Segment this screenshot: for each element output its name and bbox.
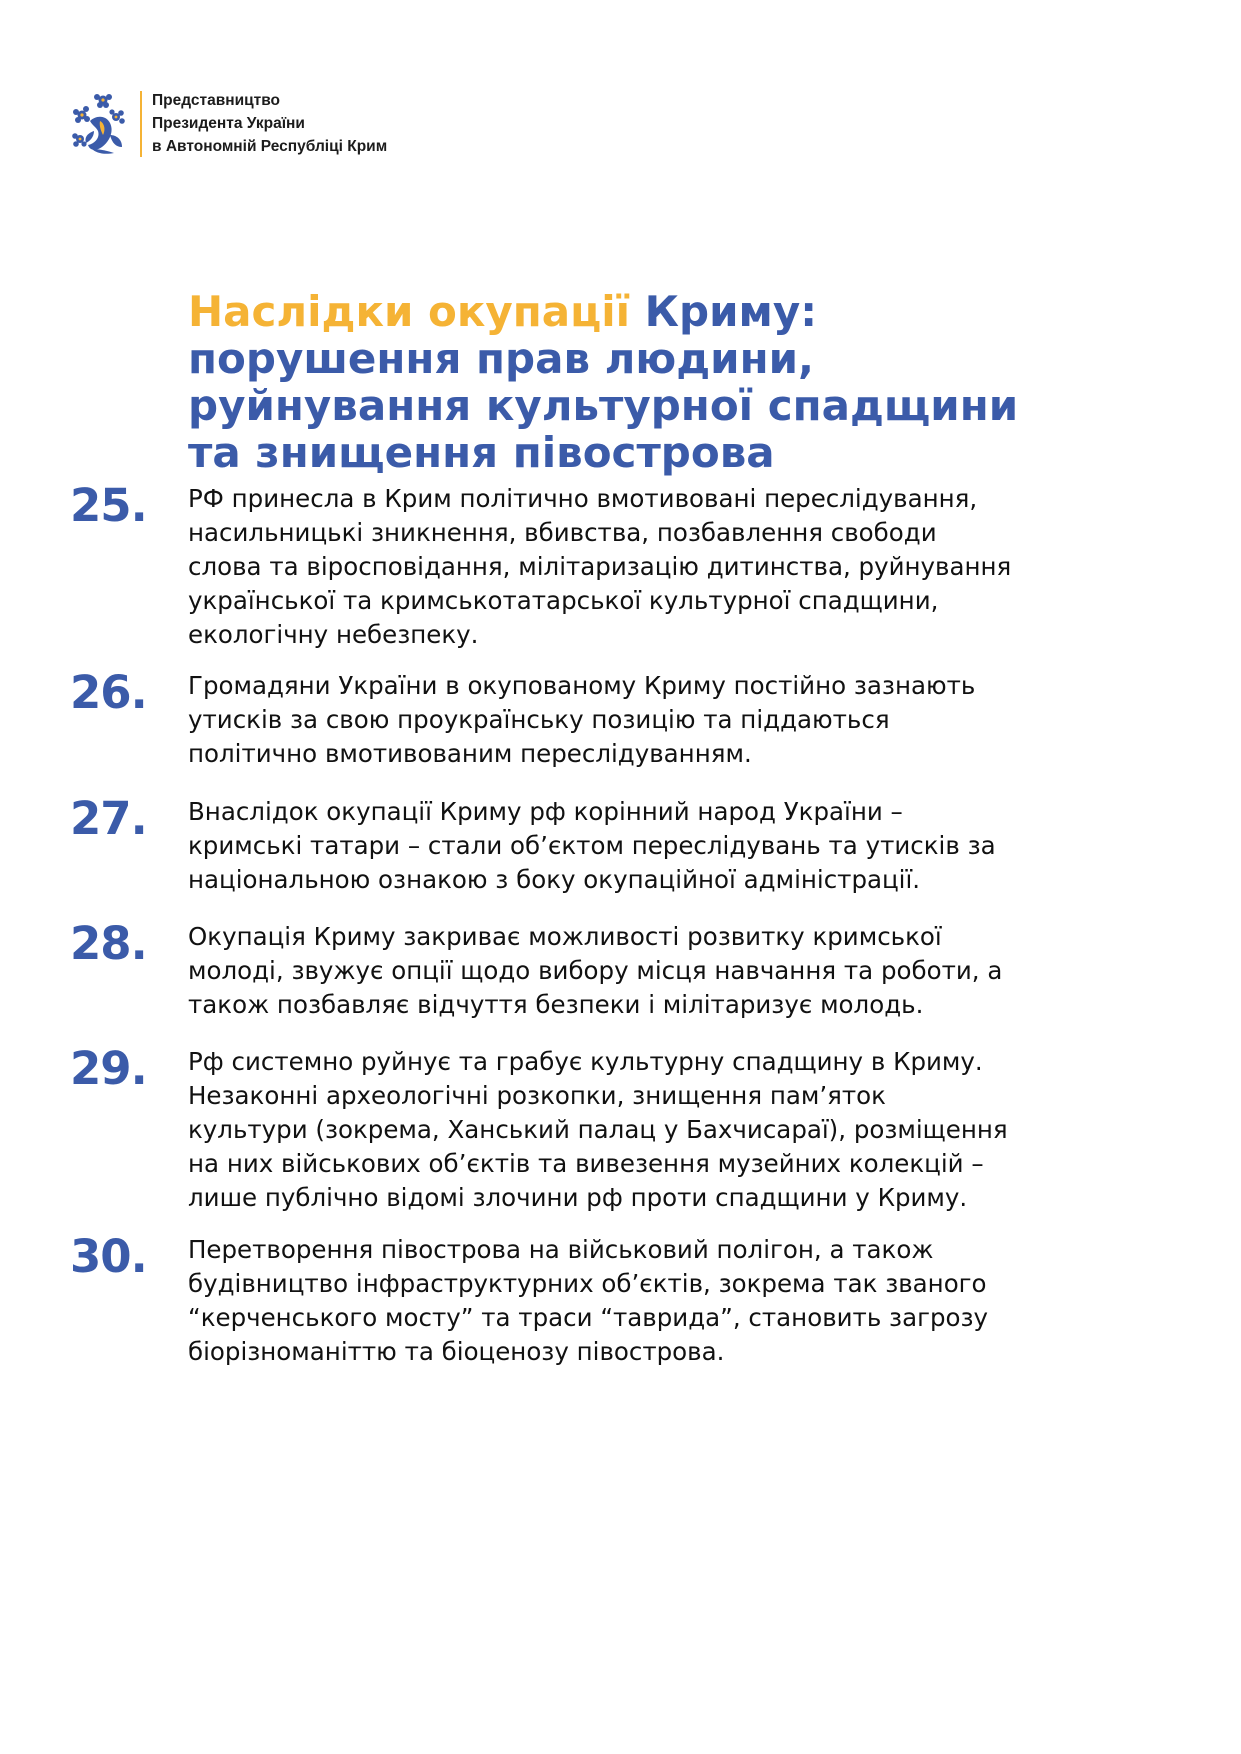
item-text-line: Незаконні археологічні розкопки, знищення пам’яток	[188, 1081, 886, 1110]
item-text-line: молоді, звужує опції щодо вибору місця навчання та роботи, а	[188, 956, 1003, 985]
item-text-line: лише публічно відомі злочини рф проти спадщини у Криму.	[188, 1183, 968, 1212]
item-text-line: насильницькі зникнення, вбивства, позбавлення свободи	[188, 518, 937, 547]
item-text-line: на них військових об’єктів та вивезення музейних колекцій –	[188, 1149, 984, 1178]
item-text-line: “керченського мосту” та траси “таврида”, становить загрозу	[188, 1303, 989, 1332]
item-text-line: політично вмотивованим переслідуванням.	[188, 739, 752, 768]
org-name-line-3: в Автономній Республіці Крим	[152, 138, 388, 155]
item-text-line: національною ознакою з боку окупаційної адміністрації.	[188, 865, 921, 894]
item-text-line: утисків за свою проукраїнську позицію та піддаються	[188, 705, 890, 734]
item-number: 27.	[70, 792, 147, 845]
item-text-line: української та кримськотатарської культурної спадщини,	[188, 586, 939, 615]
item-number: 29.	[70, 1042, 147, 1095]
item-text-line: РФ принесла в Крим політично вмотивовані переслідування,	[188, 484, 978, 513]
item-text-line: культури (зокрема, Ханський палац у Бахчисараї), розміщення	[188, 1115, 1008, 1144]
item-text-line: Рф системно руйнує та грабує культурну спадщину в Криму.	[188, 1047, 983, 1076]
item-text-line: Окупація Криму закриває можливості розвитку кримської	[188, 922, 942, 951]
title-line-1-rest: Криму:	[630, 287, 817, 336]
item-text	[188, 1233, 1188, 1369]
item-text-line: екологічну небезпеку.	[188, 620, 479, 649]
title-line-3: руйнування культурної спадщини	[188, 381, 1019, 430]
item-text-line: будівництво інфраструктурних об’єктів, зокрема так званого	[188, 1269, 987, 1298]
item-text-line: Перетворення півострова на військовий полігон, а також	[188, 1235, 934, 1264]
item-text	[188, 920, 1188, 1022]
item-text	[188, 1045, 1188, 1215]
org-name-line-1: Представництво	[152, 92, 281, 109]
item-text-line: кримські татари – стали об’єктом переслідувань та утисків за	[188, 831, 996, 860]
item-text-line: Внаслідок окупації Криму рф корінний народ України –	[188, 797, 903, 826]
title-accent: Наслідки окупації	[188, 287, 631, 336]
item-number: 30.	[70, 1230, 147, 1283]
item-text	[188, 669, 1188, 771]
item-text-line: також позбавляє відчуття безпеки і мілітаризує молодь.	[188, 990, 924, 1019]
title-line-2: порушення прав людини,	[188, 334, 815, 383]
org-name-line-2: Президента України	[152, 115, 305, 132]
title-line-4: та знищення півострова	[188, 428, 775, 477]
item-text	[188, 795, 1188, 897]
item-text	[188, 482, 1188, 652]
item-text-line: слова та віросповідання, мілітаризацію дитинства, руйнування	[188, 552, 1012, 581]
item-number: 25.	[70, 479, 147, 532]
item-text-line: біорізноманіттю та біоценозу півострова.	[188, 1337, 725, 1366]
item-number: 26.	[70, 666, 147, 719]
item-text-line: Громадяни України в окупованому Криму постійно зазнають	[188, 671, 976, 700]
item-number: 28.	[70, 917, 147, 970]
